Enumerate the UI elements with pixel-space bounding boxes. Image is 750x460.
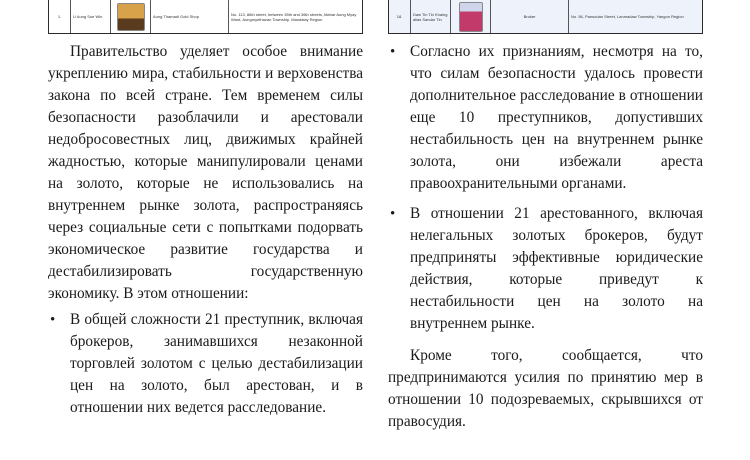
intro-paragraph: Правительство уделяет особое внимание укреплению мира, стабильности и верховенства закона по всей стране. Тем временем силы безопасности разоблачили и арестовали недобросовестных лиц, движимых крайней жадностью, которые манипулировали ценами на золото, которые не использовались на внутреннем рынке золота, распространяясь через социальные сети с попытками подорвать экономическое развитие государства и дестабилизировать государственную экономику. В этом отношении: bbox=[48, 43, 363, 302]
list-item bbox=[388, 203, 703, 335]
bullet-text: Согласно их признаниям, несмотря на то, что силам безопасности удалось провести дополнительное расследование в отношении еще 10 преступников, допустивших нестабильность цен на внутреннем рынке золота, они избежали ареста правоохранительными органами. bbox=[410, 43, 703, 192]
list-item bbox=[388, 41, 703, 195]
closing-paragraph: Кроме того, сообщается, что предпринимаются усилия по принятию мер в отношении 10 подозреваемых, скрывшихся от правосудия. bbox=[388, 347, 703, 430]
suspect-photo bbox=[117, 3, 145, 31]
right-column bbox=[388, 0, 703, 433]
bullet-text: В общей сложности 21 преступник, включая брокеров, занимавшихся незаконной торговлей золотом с целью дестабилизации цен на золото, был арестован, и в отношении них ведется расследование. bbox=[70, 311, 363, 416]
suspect-photo bbox=[459, 2, 483, 32]
table-cell-name: Daw Tin Tin Khaing alias Sandar Tin bbox=[411, 0, 451, 33]
suspects-table-fragment-right bbox=[388, 0, 703, 34]
table-cell-name: U Aung Soe Win bbox=[71, 0, 111, 33]
bullet-icon: • bbox=[390, 44, 396, 60]
left-column bbox=[48, 0, 363, 419]
bullet-icon: • bbox=[50, 312, 56, 328]
suspects-table-fragment-left bbox=[48, 0, 363, 34]
table-cell-photo bbox=[111, 0, 151, 33]
bullet-list-left bbox=[48, 309, 363, 419]
table-cell-shop: Aung Thamadi Gold Shop bbox=[151, 0, 229, 33]
table-cell-number: 18. bbox=[389, 0, 411, 33]
bullet-icon: • bbox=[390, 206, 396, 222]
table-cell-role: Broker bbox=[491, 0, 569, 33]
bullet-text: В отношении 21 арестованного, включая нелегальных золотых брокеров, будут предприняты эффективные юридические действия, которые приведут к нестабильности цен на золото на внутреннем рынке. bbox=[410, 205, 703, 332]
table-cell-address: No. 113, 86th street, between 35th and 36th streets, Mahar Aung Myay Ward, Aungmyethazan Township, Mandalay Region bbox=[231, 11, 357, 22]
list-item bbox=[48, 309, 363, 419]
table-cell-number: 1. bbox=[49, 0, 71, 33]
table-cell-address: No. 56, Pansodan Street, Lanmadaw Township, Yangon Region bbox=[571, 14, 684, 19]
bullet-list-right bbox=[388, 41, 703, 335]
table-cell-photo bbox=[451, 0, 491, 33]
